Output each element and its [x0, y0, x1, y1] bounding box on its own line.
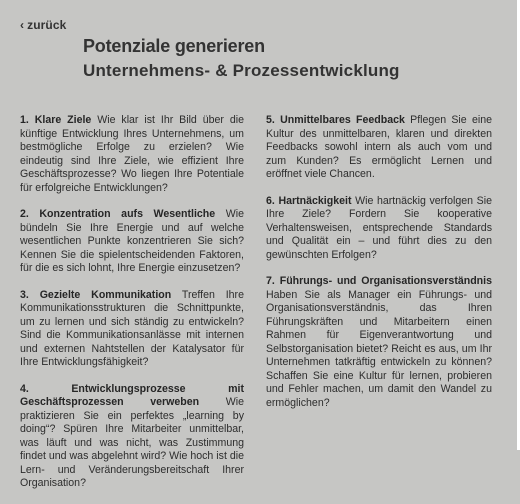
item-heading: 1. Klare Ziele	[20, 114, 92, 126]
list-item	[266, 195, 492, 263]
text-column-right	[266, 114, 492, 423]
text-column-left	[20, 114, 244, 504]
item-text: Wie klar ist Ihr Bild über die künftige Entwicklung Ihres Unternehmens, um bestmögliche Erfolge zu erzielen? Wie eindeutig sind Ihre Ziele, wie effizient Ihre Geschäftsprozesse? Wo liegen Ihre Potentiale für erfolgreiche Entwicklungen?	[20, 114, 244, 194]
item-text: Haben Sie als Manager ein Führungs- und Organisationsverständnis, das Ihren Führungskräften und Mitarbeitern einen Rahmen für Eigenverantwortung und Selbstorganisation bietet? Reicht es aus, um Ihr Unternehmen tatkräftig entwickeln zu können? Schaffen Sie eine Kultur für lernen, probieren und Fehler machen, um damit den Wandel zu ermöglichen?	[266, 288, 492, 409]
chevron-left-icon: ‹	[20, 18, 25, 32]
item-heading: 3. Gezielte Kommunikation	[20, 288, 172, 301]
item-heading: 5. Unmittelbares Feedback	[266, 114, 405, 126]
item-text: Treffen Ihre Kommunikationsstrukturen die Schnittpunkte, um zu lernen und sich ständig zu entwickeln? Sind die Kommunikationsanlässe mit internen und externen Nahtstellen der Katalysator für Ihre Entwicklungsfähigkeit?	[20, 288, 244, 368]
list-item	[20, 208, 244, 276]
list-item	[266, 275, 492, 410]
list-item	[20, 383, 244, 491]
list-item	[20, 114, 244, 195]
item-text: Wie hartnäckig verfolgen Sie Ihre Ziele? Fordern Sie kooperative Verhaltensweisen, entsprechende Standards und Qualität ein – und führt dies zu den gewünschten Erfolgen?	[266, 194, 492, 261]
item-heading: 4. Entwicklungsprozesse mit Geschäftsprozessen verweben	[20, 382, 244, 408]
item-text: Pflegen Sie eine Kultur des unmittelbaren, klaren und direkten Feedbacks sowohl intern als auch vom und zum Kunden? Es ermöglicht Lernen und eröffnet viele Chancen.	[266, 114, 492, 180]
page-subtitle: Unternehmens- & Prozessentwicklung	[83, 61, 400, 80]
list-item	[266, 114, 492, 182]
item-text: Wie praktizieren Sie ein perfektes „learning by doing“? Spüren Ihre Mitarbeiter unmittelbar, was läuft und was nicht, was Zustimmung findet und was abgelehnt wird? Wie hoch ist die Lern- und Veränderungsbereitschaft Ihrer Organisation?	[20, 396, 244, 489]
item-text: Wie bündeln Sie Ihre Energie und auf welche wesentlichen Punkte konzentrieren Sie sich? Kennen Sie die spielentscheidenden Faktoren, für die es sich lohnt, Ihre Energie einzusetzen?	[20, 208, 244, 274]
back-link-label: zurück	[27, 18, 67, 32]
item-heading: 6. Hartnäckigkeit	[266, 194, 352, 207]
list-item	[20, 289, 244, 370]
back-link[interactable]	[20, 18, 66, 32]
item-heading: 2. Konzentration aufs Wesentliche	[20, 208, 216, 220]
page-title: Potenziale generieren	[83, 36, 265, 56]
item-heading: 7. Führungs- und Organisationsverständnis	[266, 275, 492, 287]
